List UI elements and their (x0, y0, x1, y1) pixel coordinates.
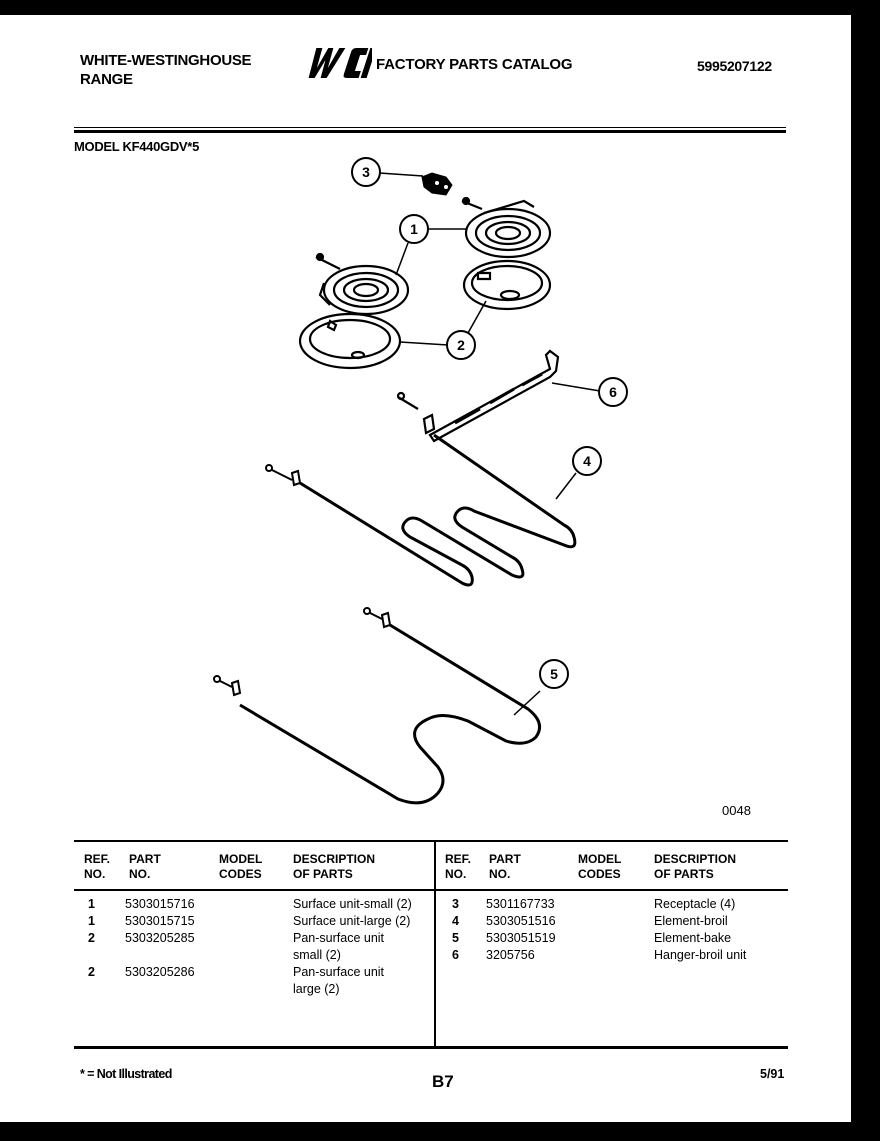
model-number: MODEL KF440GDV*5 (74, 139, 199, 154)
col-header-part-no-right: PART NO. (489, 852, 521, 881)
catalog-number: 5995207122 (697, 58, 772, 74)
svg-text:3: 3 (362, 164, 370, 180)
receptacle-part (422, 173, 452, 195)
svg-text:2: 2 (457, 337, 465, 353)
table-column-divider (434, 841, 436, 1047)
catalog-page: WHITE-WESTINGHOUSE RANGE FACTORY PARTS CATALOG 5995207122 MODEL KF440GDV*5 3 1 2 6 4 5 0048 REF. NO. PART NO. MODEL CODES DESCRIPTION OF PARTS 1 5303015716 Surface unit-small (2) 1 5303015715 Surface unit-large (2) 2 5303205285 Pan-surface unit small (2) 2 5303205286 Pan-surface unit large (2) REF. NO. PART NO. MODEL CODES DESCRIPTION OF PARTS 3 5301167733 Receptacle (4) 4 5303051516 Element-broil 5 5303051519 Element-bake 6 3205756 Hanger-broil unit * = Not Illustrated B7 5/91 (0, 15, 851, 1122)
col-header-model-codes: MODEL CODES (219, 852, 263, 881)
col-header-part-no: PART NO. (129, 852, 161, 881)
col-header-ref: REF. NO. (84, 852, 111, 881)
table-header-rule (74, 889, 788, 891)
table-bottom-rule (74, 1046, 788, 1049)
col-header-description-right: DESCRIPTION OF PARTS (654, 852, 737, 881)
svg-text:5: 5 (550, 666, 558, 682)
product-type: RANGE (80, 71, 133, 88)
svg-text:6: 6 (609, 384, 617, 400)
col-header-ref-right: REF. NO. (445, 852, 472, 881)
revision-date: 5/91 (760, 1067, 785, 1081)
not-illustrated-note: * = Not Illustrated (80, 1067, 172, 1081)
page-number: B7 (432, 1072, 454, 1091)
svg-text:4: 4 (583, 453, 591, 469)
col-header-description: DESCRIPTION OF PARTS (293, 852, 376, 881)
figure-number: 0048 (722, 803, 751, 818)
svg-text:1: 1 (410, 221, 418, 237)
catalog-title: FACTORY PARTS CATALOG (376, 56, 573, 73)
table-top-rule (74, 840, 788, 842)
col-header-model-codes-right: MODEL CODES (578, 852, 622, 881)
brand-name: WHITE-WESTINGHOUSE (80, 52, 252, 69)
